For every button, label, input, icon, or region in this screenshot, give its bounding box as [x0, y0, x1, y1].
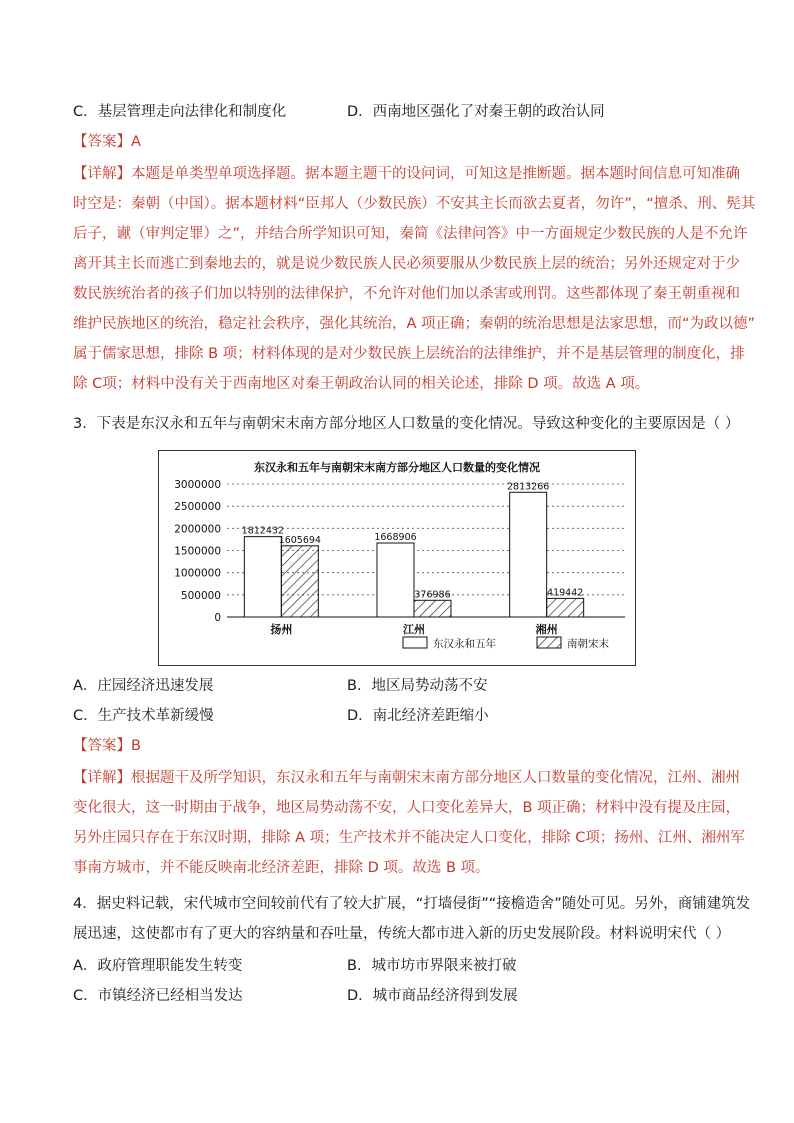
legend-swatch-donghan — [403, 637, 427, 648]
answer-label: 【答案】 — [73, 738, 131, 754]
bar-donghan-0 — [244, 537, 281, 617]
q3-answer — [73, 736, 141, 756]
chart-x-axis — [270, 622, 557, 636]
q2-detail-line-6: 属于儒家思想，排除 B 项；材料体现的是对少数民族上层统治的法律维护，并不是基层管理的制度化，排 — [73, 346, 745, 362]
q2-detail-line-7: 除 C项；材料中没有关于西南地区对秦王朝政治认同的相关论述，排除 D 项。故选 A 项。 — [73, 376, 650, 392]
bar-nanchao-1 — [414, 600, 451, 617]
q2-option-c: C．基层管理走向法律化和制度化 — [73, 104, 287, 120]
bar-value-label: 1812432 — [241, 525, 284, 537]
chart-y-axis — [174, 479, 221, 624]
detail-text: 根据题干及所学知识，东汉永和五年与南朝宋末南方部分地区人口数量的变化情况，江州、湘州 — [131, 770, 740, 786]
chart-title: 东汉永和五年与南朝宋末南方部分地区人口数量的变化情况 — [254, 461, 540, 474]
q2-detail-line-4: 数民族统治者的孩子们加以特别的法律保护，不允许对他们加以杀害或刑罚。这些都体现了秦王朝重视和 — [73, 286, 740, 302]
q2-detail-line-5: 维护民族地区的统治，稳定社会秩序，强化其统治，A 项正确；秦朝的统治思想是法家思想，而“为政以德” — [73, 316, 756, 332]
legend-swatch-nanchao — [537, 637, 561, 648]
bar-nanchao-0 — [281, 546, 318, 617]
y-tick-label: 0 — [214, 612, 221, 624]
detail-label: 【详解】 — [73, 166, 131, 182]
q3-option-c: C．生产技术革新缓慢 — [73, 708, 214, 724]
q2-option-d: D．西南地区强化了对秦王朝的政治认同 — [347, 104, 605, 120]
q2-detail-line-2: 后子，谳（审判定罪）之”，并结合所学知识可知，秦简《法律问答》中一方面规定少数民族的人是不允许 — [73, 226, 748, 242]
y-tick-label: 2500000 — [174, 501, 221, 514]
q3-detail-line-1: 变化很大，这一时期由于战争，地区局势动荡不安，人口变化差异大，B 项正确；材料中没有提及庄园， — [73, 800, 741, 816]
bar-value-label: 376986 — [414, 589, 451, 601]
q3-stem: 3．下表是东汉永和五年与南朝宋末南方部分地区人口数量的变化情况。导致这种变化的主要原因是（ ） — [73, 416, 740, 432]
y-tick-label: 1000000 — [174, 567, 221, 580]
q3-detail-line-2: 另外庄园只存在于东汉时期，排除 A 项；生产技术并不能决定人口变化，排除 C项；扬州、江州、湘州军 — [73, 830, 745, 846]
q3-option-b: B．地区局势动荡不安 — [347, 678, 488, 694]
q2-detail-line-3: 离开其主长而逃亡到秦地去的，就是说少数民族人民必须要服从少数民族上层的统治；另外还规定对于少 — [73, 256, 740, 272]
q2-detail-line-0 — [73, 164, 740, 184]
detail-text: 本题是单类型单项选择题。据本题主题干的设问词，可知这是推断题。据本题时间信息可知准确 — [131, 166, 740, 182]
q3-detail-line-0 — [73, 768, 740, 788]
q2-detail-line-1: 时空是：秦朝（中国）。据本题材料“臣邦人（少数民族）不安其主长而欲去夏者，勿许”，“擅杀、刑、髡其 — [73, 196, 756, 212]
bar-nanchao-2 — [547, 598, 584, 617]
q4-option-a: A．政府管理职能发生转变 — [73, 958, 243, 974]
bar-value-label: 1668906 — [374, 532, 417, 544]
x-tick-label: 江州 — [403, 623, 425, 636]
detail-label: 【详解】 — [73, 770, 131, 786]
bar-value-label: 1605694 — [278, 534, 321, 546]
chart-legend — [403, 637, 609, 650]
q2-answer — [73, 132, 141, 152]
legend-label-nanchao: 南朝宋末 — [567, 638, 609, 650]
y-tick-label: 3000000 — [174, 479, 221, 491]
bar-donghan-1 — [377, 543, 414, 617]
answer-value: B — [131, 738, 141, 754]
q3-option-a: A．庄园经济迅速发展 — [73, 678, 214, 694]
q4-option-c: C．市镇经济已经相当发达 — [73, 988, 243, 1004]
answer-label: 【答案】 — [73, 134, 131, 150]
q4-option-b: B．城市坊市界限来被打破 — [347, 958, 517, 974]
legend-label-donghan: 东汉永和五年 — [433, 638, 496, 650]
y-tick-label: 2000000 — [174, 523, 221, 536]
chart-svg — [159, 451, 635, 665]
x-tick-label: 扬州 — [270, 623, 293, 636]
bar-donghan-2 — [510, 492, 547, 617]
answer-value: A — [131, 134, 141, 150]
q4-stem-line-0: 4．据史料记载，宋代城市空间较前代有了较大扩展，“打墙侵街”“接檐造舍”随处可见。另外，商铺建筑发 — [73, 896, 751, 912]
bar-value-label: 419442 — [547, 587, 584, 599]
q4-stem-line-1: 展迅速，这使都市有了更大的容纳量和吞吐量，传统大都市进入新的历史发展阶段。材料说明宋代（ ） — [73, 926, 731, 942]
population-chart — [158, 450, 636, 666]
x-tick-label: 湘州 — [535, 623, 558, 636]
q3-detail-line-3: 事南方城市，并不能反映南北经济差距，排除 D 项。故选 B 项。 — [73, 860, 490, 876]
q4-option-d: D．城市商品经济得到发展 — [347, 988, 518, 1004]
y-tick-label: 1500000 — [174, 545, 221, 558]
q3-option-d: D．南北经济差距缩小 — [347, 708, 489, 724]
bar-value-label: 2813266 — [507, 481, 550, 493]
y-tick-label: 500000 — [180, 589, 221, 602]
